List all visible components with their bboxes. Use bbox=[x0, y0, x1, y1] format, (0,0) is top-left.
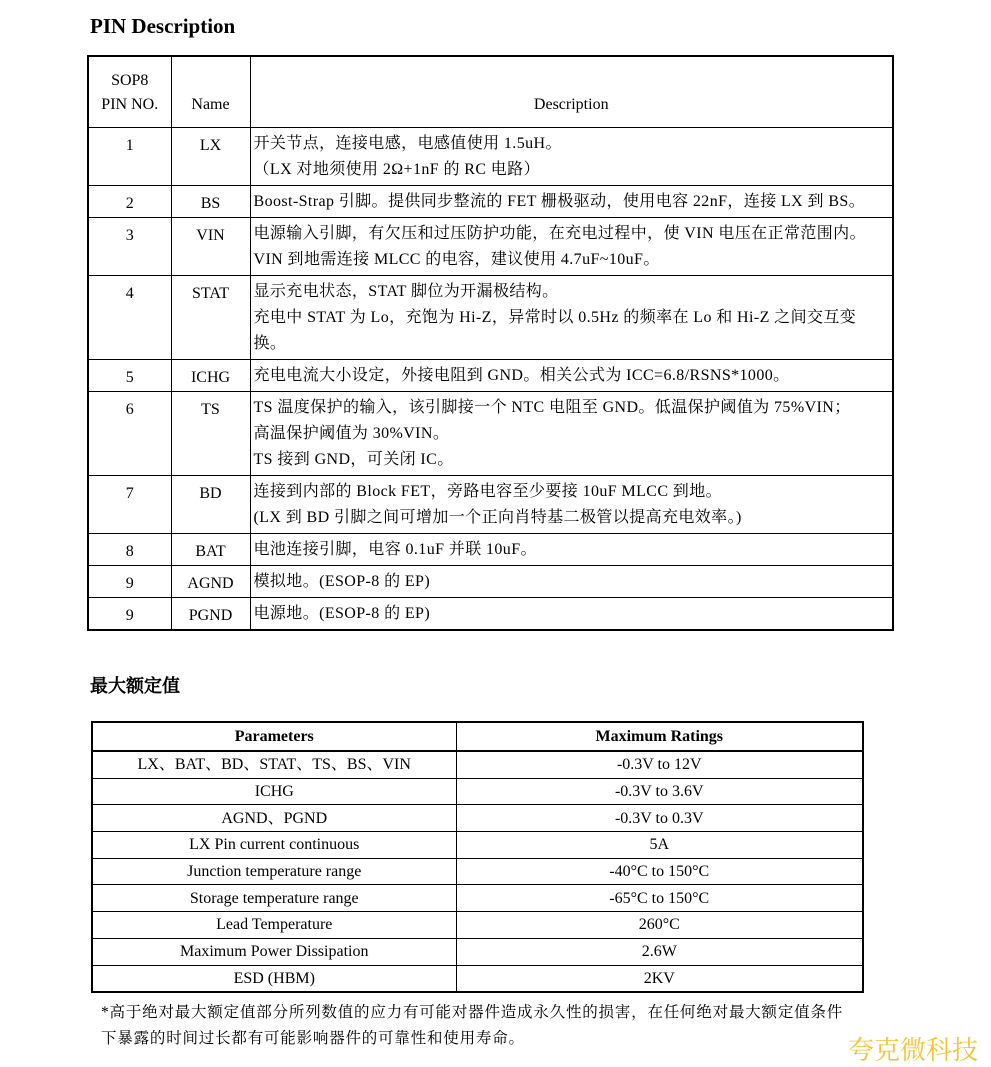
description-line: 电池连接引脚，电容 0.1uF 并联 10uF。 bbox=[253, 540, 537, 558]
pin-description-cell bbox=[250, 275, 893, 359]
pin-description-cell bbox=[250, 475, 893, 533]
parameter-cell: ESD (HBM) bbox=[92, 965, 456, 992]
pin-table-row bbox=[88, 185, 893, 217]
rating-cell: -65°C to 150°C bbox=[456, 885, 863, 912]
rating-cell: -0.3V to 12V bbox=[456, 751, 863, 778]
pin-description-cell bbox=[250, 127, 893, 185]
pin-table-row bbox=[88, 359, 893, 391]
pin-name-cell: PGND bbox=[171, 597, 250, 630]
description-line: 电源地。(ESOP-8 的 EP) bbox=[253, 604, 431, 622]
pin-name-cell: BD bbox=[171, 475, 250, 533]
pin-description-cell bbox=[250, 533, 893, 565]
max-table-header-row bbox=[92, 722, 863, 751]
max-table-row bbox=[92, 751, 863, 778]
rating-cell: -40°C to 150°C bbox=[456, 858, 863, 885]
description-line: （LX 对地须使用 2Ω+1nF 的 RC 电路） bbox=[253, 160, 540, 178]
pin-name-cell: LX bbox=[171, 127, 250, 185]
max-table-row bbox=[92, 938, 863, 965]
pin-description-cell bbox=[250, 597, 893, 630]
pin-number-cell: 3 bbox=[88, 217, 171, 275]
pin-table-row bbox=[88, 533, 893, 565]
pin-table-row bbox=[88, 391, 893, 475]
pin-description-cell bbox=[250, 185, 893, 217]
parameter-cell: Maximum Power Dissipation bbox=[92, 938, 456, 965]
parameter-cell: Storage temperature range bbox=[92, 885, 456, 912]
pin-table-row bbox=[88, 565, 893, 597]
pin-table-row bbox=[88, 217, 893, 275]
pin-description-cell bbox=[250, 359, 893, 391]
parameter-cell: LX、BAT、BD、STAT、TS、BS、VIN bbox=[92, 751, 456, 778]
pin-name-cell: VIN bbox=[171, 217, 250, 275]
pin-name-cell: BS bbox=[171, 185, 250, 217]
rating-cell: -0.3V to 3.6V bbox=[456, 778, 863, 805]
pin-description-table bbox=[87, 55, 894, 631]
description-line: 显示充电状态，STAT 脚位为开漏极结构。 bbox=[253, 282, 559, 300]
pin-description-title: PIN Description bbox=[90, 14, 236, 38]
pin-number-cell: 2 bbox=[88, 185, 171, 217]
description-line: (LX 到 BD 引脚之间可增加一个正向肖特基二极管以提高充电效率。) bbox=[253, 508, 742, 526]
max-table-row bbox=[92, 858, 863, 885]
header-pin-no: SOP8 PIN NO. bbox=[88, 56, 171, 127]
parameter-cell: Junction temperature range bbox=[92, 858, 456, 885]
header-maximum-ratings: Maximum Ratings bbox=[456, 722, 863, 751]
description-line: VIN 到地需连接 MLCC 的电容，建议使用 4.7uF~10uF。 bbox=[253, 250, 660, 268]
header-parameters: Parameters bbox=[92, 722, 456, 751]
max-table-row bbox=[92, 885, 863, 912]
parameter-cell: ICHG bbox=[92, 778, 456, 805]
pin-description-cell bbox=[250, 565, 893, 597]
pin-name-cell: AGND bbox=[171, 565, 250, 597]
pin-table-row bbox=[88, 597, 893, 630]
pin-number-cell: 8 bbox=[88, 533, 171, 565]
max-table-row bbox=[92, 965, 863, 992]
description-line: Boost-Strap 引脚。提供同步整流的 FET 栅极驱动，使用电容 22nF，连接 LX 到 BS。 bbox=[253, 192, 866, 210]
description-line: 换。 bbox=[253, 334, 287, 352]
pin-number-cell: 9 bbox=[88, 565, 171, 597]
pin-number-cell: 9 bbox=[88, 597, 171, 630]
pin-number-cell: 7 bbox=[88, 475, 171, 533]
description-line: 高温保护阈值为 30%VIN。 bbox=[253, 424, 450, 442]
pin-table-row bbox=[88, 275, 893, 359]
max-table-row bbox=[92, 778, 863, 805]
max-table-row bbox=[92, 832, 863, 859]
description-line: TS 接到 GND，可关闭 IC。 bbox=[253, 450, 454, 468]
parameter-cell: Lead Temperature bbox=[92, 912, 456, 939]
pin-number-cell: 4 bbox=[88, 275, 171, 359]
description-line: 充电中 STAT 为 Lo，充饱为 Hi-Z，异常时以 0.5Hz 的频率在 Lo 和 Hi-Z 之间交互变 bbox=[253, 308, 857, 326]
description-line: 连接到内部的 Block FET，旁路电容至少要接 10uF MLCC 到地。 bbox=[253, 482, 723, 500]
max-ratings-title: 最大额定值 bbox=[90, 676, 180, 696]
parameter-cell: AGND、PGND bbox=[92, 805, 456, 832]
max-table-row bbox=[92, 912, 863, 939]
rating-cell: 5A bbox=[456, 832, 863, 859]
pin-name-cell: STAT bbox=[171, 275, 250, 359]
pin-number-cell: 5 bbox=[88, 359, 171, 391]
parameter-cell: LX Pin current continuous bbox=[92, 832, 456, 859]
description-line: 充电电流大小设定，外接电阻到 GND。相关公式为 ICC=6.8/RSNS*1000。 bbox=[253, 366, 790, 384]
pin-description-cell bbox=[250, 391, 893, 475]
rating-cell: 260°C bbox=[456, 912, 863, 939]
max-ratings-note: *高于绝对最大额定值部分所列数值的应力有可能对器件造成永久性的损害，在任何绝对最大额定值条件 下暴露的时间过长都有可能影响器件的可靠性和使用寿命。 bbox=[101, 1004, 844, 1047]
pin-number-cell: 1 bbox=[88, 127, 171, 185]
max-table-row bbox=[92, 805, 863, 832]
pin-table-row bbox=[88, 475, 893, 533]
pin-name-cell: BAT bbox=[171, 533, 250, 565]
pin-name-cell: ICHG bbox=[171, 359, 250, 391]
rating-cell: -0.3V to 0.3V bbox=[456, 805, 863, 832]
description-line: 模拟地。(ESOP-8 的 EP) bbox=[253, 572, 431, 590]
description-line: 开关节点，连接电感，电感值使用 1.5uH。 bbox=[253, 134, 562, 152]
header-name: Name bbox=[171, 56, 250, 127]
pin-table-row bbox=[88, 127, 893, 185]
pin-number-cell: 6 bbox=[88, 391, 171, 475]
pin-table-header-row bbox=[88, 56, 893, 127]
watermark: 夸克微科技 bbox=[848, 1036, 979, 1066]
rating-cell: 2.6W bbox=[456, 938, 863, 965]
description-line: TS 温度保护的输入，该引脚接一个 NTC 电阻至 GND。低温保护阈值为 75%VIN； bbox=[253, 398, 851, 416]
rating-cell: 2KV bbox=[456, 965, 863, 992]
header-description: Description bbox=[250, 56, 893, 127]
pin-name-cell: TS bbox=[171, 391, 250, 475]
description-line: 电源输入引脚，有欠压和过压防护功能，在充电过程中，使 VIN 电压在正常范围内。 bbox=[253, 224, 866, 242]
pin-description-cell bbox=[250, 217, 893, 275]
max-ratings-table bbox=[91, 721, 864, 993]
